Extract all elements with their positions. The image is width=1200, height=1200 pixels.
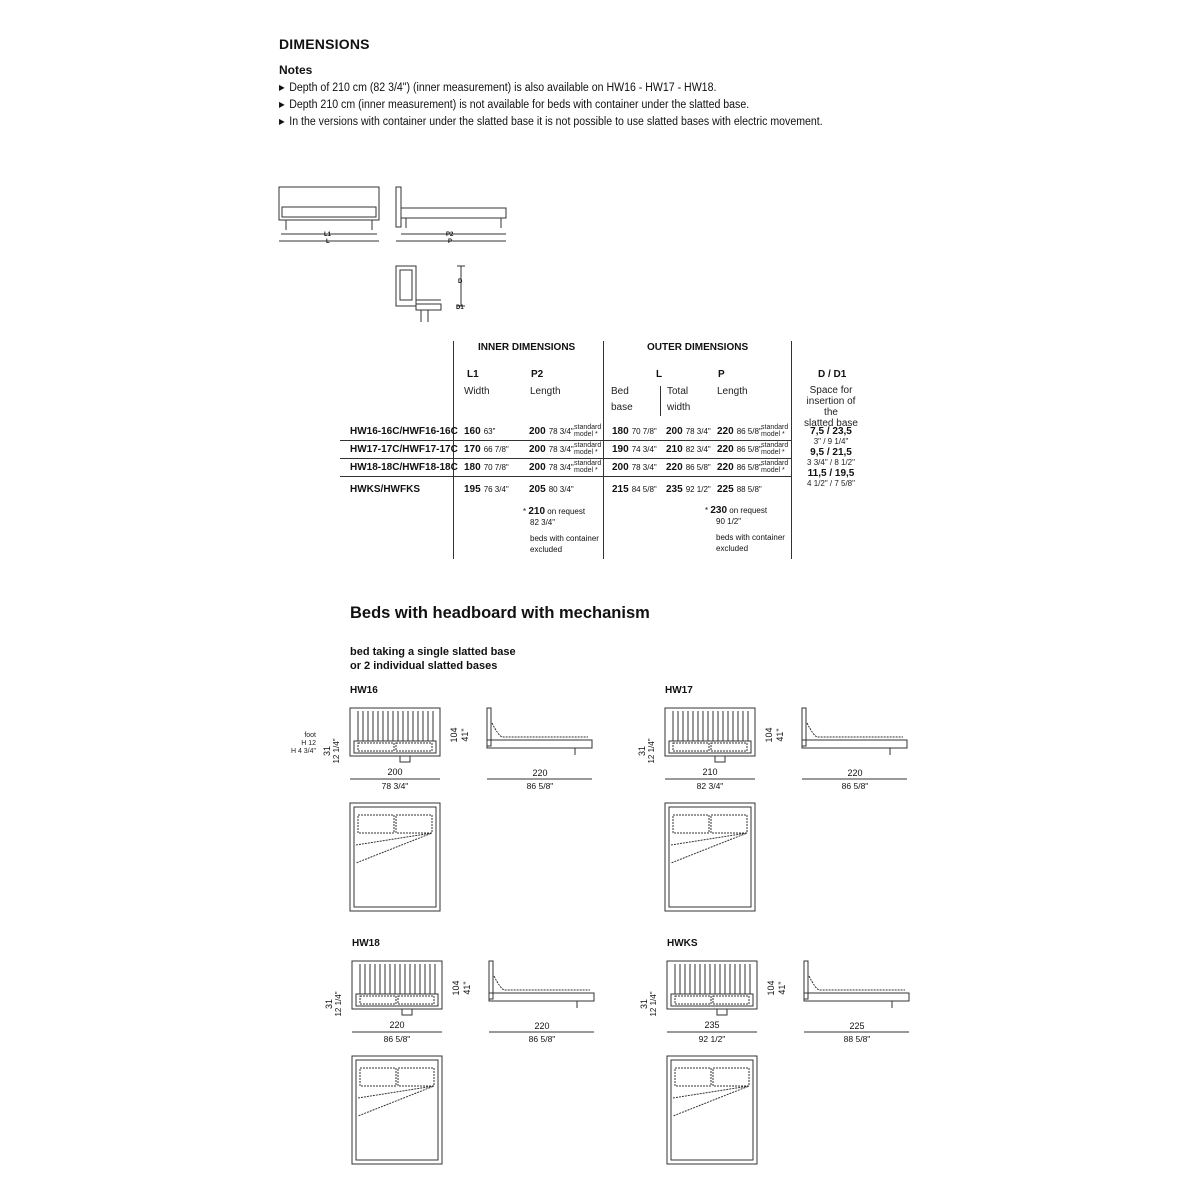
dimension-label: 104 <box>449 727 459 743</box>
model-block <box>639 938 937 1163</box>
dimension-label: 31 <box>639 998 649 1010</box>
col-p2: P2 <box>531 369 544 380</box>
bed-drawing <box>322 956 592 1181</box>
model-block <box>322 685 620 910</box>
label-p2: P2 <box>446 232 454 238</box>
col-p2-sub: Length <box>530 386 561 397</box>
dimension-label: 86 5/8" <box>526 781 554 791</box>
dimension-label: 86 5/8" <box>383 1034 411 1044</box>
col-d: D / D1 <box>818 369 847 380</box>
col-p: P <box>718 369 725 380</box>
label-d1: D1 <box>456 305 464 311</box>
side-view-headboard <box>396 187 401 227</box>
model-name: HW18 <box>352 938 380 949</box>
inner-dimensions-header: INNER DIMENSIONS <box>478 342 576 353</box>
dimension-label: 31 <box>637 745 647 757</box>
d-values: 7,5 / 23,5 3" / 9 1/4" 9,5 / 21,5 3 3/4" / 8 1/2" 11,5 / 19,5 4 1/2" / 7 5/8" <box>807 426 855 488</box>
model-block <box>637 685 935 910</box>
dimensions-table: INNER DIMENSIONS OUTER DIMENSIONS L1 Width P2 Length L Bed base Total width P Length D / D1 Space for insertion of the slatted base HW16-16C/HWF16-16C 160 63" 200 78 3/4" standard model * 180 70 7/8" 200 78 3/4" 220 86 5/8" standard model * HW17-17C/HWF17-17C 170 66 7/8" 200 78 3/4" standard model * 190 74 3/4" 210 82 3/4" 220 86 5/8" standard model * HW18-18C/HWF18-18C 180 70 7/8" 200 78 3/4" standard model * 200 78 3/4" 220 86 5/8" 220 86 5/8" standard model * HWKS/HWFKS 195 76 3/4" 205 80 3/4" 215 84 5/8" 235 92 1/2" 225 88 5/8" 7,5 / 23,5 3" / 9 1/4" 9,5 / 21,5 3 3/4" / 8 1/2" 11,5 / 19,5 4 1/2" / 7 5/8" * 210 on request 82 3/4" beds with container excluded * 230 on request 90 1/2" beds with container excluded <box>340 338 880 563</box>
notes-heading: Notes <box>279 63 313 77</box>
note-item: ▶ In the versions with container under the slatted base it is not possible to use slatted bases with electric movement. <box>279 114 823 131</box>
col-bed-2: base <box>611 402 633 413</box>
dimension-label: 220 <box>534 1021 550 1031</box>
bed-drawing <box>320 703 590 928</box>
dimension-label: 31 <box>322 745 332 757</box>
inner-request-note: * 210 on request 82 3/4" beds with container excluded <box>523 506 599 554</box>
dimension-label: 225 <box>849 1021 865 1031</box>
label-d: D <box>458 279 463 285</box>
dimension-label: 41" <box>777 981 787 995</box>
col-total-2: width <box>667 402 691 413</box>
col-p-sub: Length <box>717 386 748 397</box>
dimension-label: 12 1/4" <box>647 738 656 764</box>
col-d-sub: Space for insertion of the slatted base <box>804 385 858 429</box>
dimension-label: 220 <box>847 768 863 778</box>
dimension-schematic <box>276 182 516 327</box>
label-l1: L1 <box>324 232 332 238</box>
dimension-label: 86 5/8" <box>841 781 869 791</box>
dimension-label: 235 <box>704 1020 720 1030</box>
page-title: DIMENSIONS <box>279 36 370 52</box>
dimension-label: 78 3/4" <box>381 781 409 791</box>
dimension-label: 41" <box>460 728 470 742</box>
dimension-label: 82 3/4" <box>696 781 724 791</box>
section-subheading: bed taking a single slatted base or 2 individual slatted bases <box>350 646 516 672</box>
model-name: HW16 <box>350 685 378 696</box>
dimension-label: 12 1/4" <box>334 991 343 1017</box>
dimension-label: 220 <box>389 1020 405 1030</box>
bed-drawing <box>637 956 907 1181</box>
col-l1: L1 <box>467 369 479 380</box>
dimension-label: 31 <box>324 998 334 1010</box>
col-l1-sub: Width <box>464 386 490 397</box>
dimension-label: 92 1/2" <box>698 1034 726 1044</box>
dimension-label: 104 <box>764 727 774 743</box>
section-title: Beds with headboard with mechanism <box>350 604 650 622</box>
label-p: P <box>448 239 453 245</box>
dimension-label: 104 <box>451 980 461 996</box>
note-item: ▶ Depth 210 cm (inner measurement) is not available for beds with container under the slatted base. <box>279 97 823 114</box>
model-block <box>324 938 622 1163</box>
col-l: L <box>656 369 663 380</box>
dimension-label: 200 <box>387 767 403 777</box>
notes-list <box>279 80 823 131</box>
dimension-label: 86 5/8" <box>528 1034 556 1044</box>
outer-request-note: * 230 on request 90 1/2" beds with container excluded <box>705 505 785 553</box>
model-name: HWKS <box>667 938 698 949</box>
dimension-label: 210 <box>702 767 718 777</box>
dimension-label: 104 <box>766 980 776 996</box>
front-view-headboard <box>279 187 379 220</box>
model-name: HW17 <box>665 685 693 696</box>
outer-dimensions-header: OUTER DIMENSIONS <box>647 342 749 353</box>
foot-label: foot H 12 H 4 3/4" <box>290 732 316 755</box>
dimension-label: 41" <box>462 981 472 995</box>
col-bed: Bed <box>611 386 629 397</box>
bed-drawing <box>635 703 905 928</box>
dimension-label: 220 <box>532 768 548 778</box>
dimension-label: 12 1/4" <box>649 991 658 1017</box>
dimension-label: 12 1/4" <box>332 738 341 764</box>
col-total: Total <box>667 386 689 397</box>
label-l: L <box>326 239 330 245</box>
dimension-label: 88 5/8" <box>843 1034 871 1044</box>
note-item: ▶ Depth of 210 cm (82 3/4") (inner measurement) is also available on HW16 - HW17 - HW18. <box>279 80 823 97</box>
dimension-label: 41" <box>775 728 785 742</box>
